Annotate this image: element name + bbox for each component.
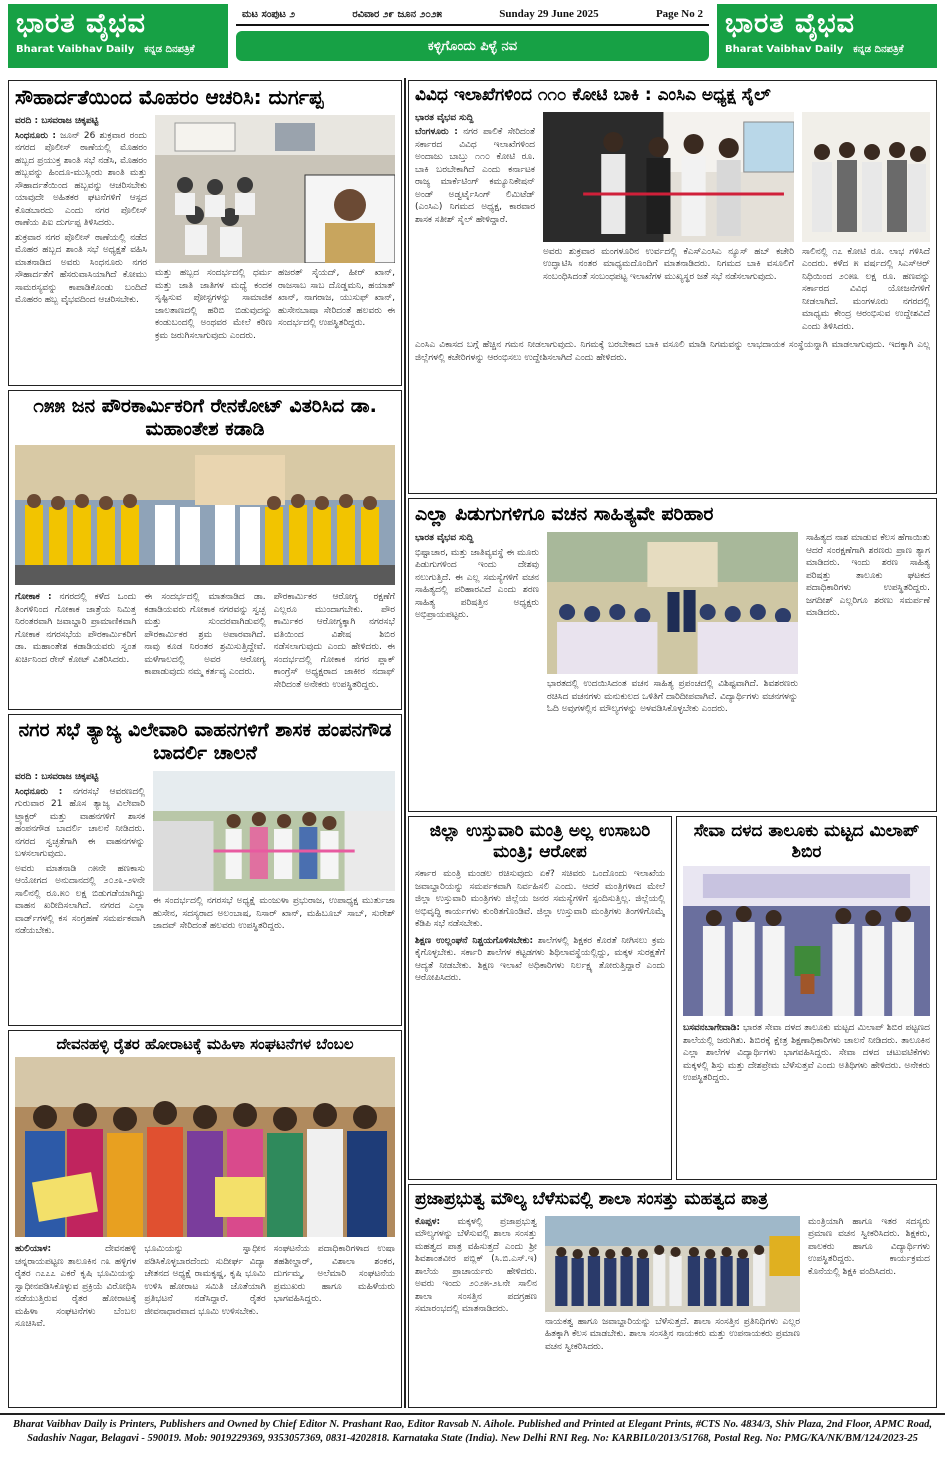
photo-officials-group xyxy=(802,112,930,242)
photo-school-students xyxy=(545,1216,800,1312)
newspaper-logo-left xyxy=(8,4,228,68)
brand-subtitle: ಕನ್ನಡ ದಿನಪತ್ರಿಕೆ xyxy=(853,44,904,55)
headline: ಎಲ್ಲಾ ಪಿಡುಗುಗಳಿಗೂ ವಚನ ಸಾಹಿತ್ಯವೇ ಪರಿಹಾರ xyxy=(415,503,714,525)
headline: ಜಿಲ್ಲಾ ಉಸ್ತುವಾರಿ ಮಂತ್ರಿ ಅಲ್ಲ ಉಸಾಬರಿ ಮಂತ್ರಿ; ಆರೋಪ xyxy=(429,821,651,862)
paragraph: ಹಜರತ್ ಸೈಯದ್, ಹೀರ್ ಖಾನ್, ರಾಜಸಾಬ ಸಾಬ ದೊಡ್ಡಮನಿ, ಹಯಾತ್ ಖಾನ್, ನಾಗರಾಜ, ಯುಸುಫ್ ಖಾನ್, ಹುಸೇನಬಾಷಾ ಸೇರಿದಂತೆ ಹಲವರು ಈ ಸಂದರ್ಭದಲ್ಲಿ ಉಪಸ್ಥಿತರಿದ್ದರು. xyxy=(278,268,395,329)
article-vachana xyxy=(408,498,937,812)
paragraph: ಸಾಹಿತ್ಯದ ನಾಶ ಮಾಡುವ ಕೆಲಸ ಹೆಗಾಯಿತು ಆದರೆ ಸಂರಕ್ಷಣೆಗಾಗಿ ಶರಣರು ಪ್ರಾಣ ತ್ಯಾಗ ಮಾಡಿದರು. ಇಂದು ಶರಣ ಸಾಹಿತ್ಯ ಪರಿಷತ್ತು ತಾಲೂಕು ಘಟಕದ ಪದಾಧಿಕಾರಿಗಳು ಉಪಸ್ಥಿತರಿದ್ದರು. ಜಗದೀಶ್ ಎಲ್ಲರಿಗೂ ಶರಣು ಸಮರ್ಪಣೆ ಮಾಡಿದರು. xyxy=(806,533,930,619)
article-moharam xyxy=(8,80,402,386)
paragraph: ಭಿಷ್ಟಾಚಾರ, ಮತ್ತು ಜಾತಿವ್ಯವಸ್ಥೆ ಈ ಮೂರು ಪಿಡುಗುಗಳಿಂದ ಇಂದು ದೇಶವು ನಲುಗುತ್ತಿದೆ. ಈ ಎಲ್ಲ ಸಮಸ್ಯೆಗಳಿಗೆ ವಚನ ಸಾಹಿತ್ಯದಲ್ಲಿ ಪರಿಹಾರವಿದೆ ಎಂದು ಶರಣ ಸಾಹಿತ್ಯ ಪರಿಷತ್ತಿನ ಅಧ್ಯಕ್ಷರು ಅಭಿಪ್ರಾಯಪಟ್ಟರು. xyxy=(415,547,539,621)
paragraph: ಈ ಸಂದರ್ಭದಲ್ಲಿ ನಗರಸಭೆ ಅಧ್ಯಕ್ಷೆ ಮಂಜುಳಾ ಪ್ರಭುರಾಜ, ಉಪಾಧ್ಯಕ್ಷ ಮುರ್ತುಜಾ ಹುಸೇನ, ಸದಸ್ಯರಾದ ಅಲಂಬಾಷ, ನಿಸಾರ್ ಖಾನ್, ಮಹಿಬೂಬ್ ಸಾಬ್, ಸುರೇಶ್ ಜಾದವ್ ಸೇರಿದಂತೆ ಹಲವರು ಉಪಸ್ಥಿತರಿದ್ದರು. xyxy=(153,896,395,932)
paragraph: ಅವರು ಶುಕ್ರವಾರ ಮಂಗಳೂರಿನ ಉರ್ವದಲ್ಲಿ ಕೆಎಸ್ಎಂಸಿಎ ನ್ಯೂಸ್ ಹಬ್ ಕಚೇರಿ ಉದ್ಘಾಟಿಸಿ ನಂತರ ಮಾಧ್ಯಮದೊಂದಿಗೆ ಮಾತನಾಡಿದರು. ನಿಗಮದ ಬಾಕಿ ವಸೂಲಿಗೆ ಸಂಬಂಧಿಸಿದಂತೆ ಸಂಬಂಧಪಟ್ಟ ಇಲಾಖೆಗಳ ಮುಖ್ಯಸ್ಥರ ಜತೆ ಸಭೆ ನಡೆಸಲಾಗುವುದು. xyxy=(543,246,794,282)
place: ಸಿಂಧನೂರು : xyxy=(15,130,56,141)
photo-seva-dal-event xyxy=(683,866,930,1016)
paragraph: ಮಂತ್ರಿಯಾಗಿ ಹಾಗೂ ಇತರ ಸದಸ್ಯರು ಪ್ರಮಾಣ ವಚನ ಸ್ವೀಕರಿಸಿದರು. ಶಿಕ್ಷಕರು, ಪಾಲಕರು ಹಾಗೂ ವಿದ್ಯಾರ್ಥಿಗಳು ಉಪಸ್ಥಿತರಿದ್ದರು. ಕಾರ್ಯಕ್ರಮದ ಕೊನೆಯಲ್ಲಿ ಶಿಕ್ಷಕಿ ವಂದಿಸಿದರು. xyxy=(808,1216,930,1277)
article-seva-dal xyxy=(676,816,937,1180)
issue-date-kn: ರವಿವಾರ ೨೯ ಜೂನ ೨೦೨೫ xyxy=(352,8,442,20)
dateline: ವರದಿ : ಬಸವರಾಜ ಚಿಕ್ಕಪಟ್ಟಿ xyxy=(15,772,99,783)
newspaper-logo-right xyxy=(717,4,937,68)
imprint-footer: Bharat Vaibhav Daily is Printers, Publishers and Owned by Chief Editor N. Prashant Rao, Editor Ravsab N. Aihole. Published and Printed at Elegant Prints, #CTS No. 4834/3, Shiv Plaza, 2nd Floor, APMC Road, Sadashiv Nagar, Belagavi - 590019. Mob: 9019229369, 9353057369, 0831-4202818. Karnataka State (India). New Delhi RNI Reg. No: KARBIL0/2013/51768, Postal Reg. No: PMG/KA/NK/BM/124/2023-25 xyxy=(0,1413,945,1461)
photo-women-protest xyxy=(15,1057,395,1237)
place: ಬೆಂಗಳೂರು : xyxy=(415,127,458,138)
dateline: ಭಾರತ ವೈಭವ ಸುದ್ದಿ xyxy=(415,533,474,544)
dateline: ವರದಿ : ಬಸವರಾಜ ಚಿಕ್ಕಪಟ್ಟಿ xyxy=(15,116,99,127)
place: ಗೋಕಾಕ : xyxy=(15,592,52,603)
article-mca-dues xyxy=(408,80,937,494)
paragraph: ಭಾರತದಲ್ಲಿ ಉದಯಿಸಿದಂತ ವಚನ ಸಾಹಿತ್ಯ ಪ್ರಪಂಚದಲ್ಲಿ ವಿಶಿಷ್ಟವಾಗಿದೆ. ಶಿವಶರಣರು ರಚಿಸಿದ ವಚನಗಳು ಮನುಕುಲದ ಒಳಿತಿಗೆ ದಾರಿದೀಪವಾಗಿವೆ. ವಿದ್ಯಾರ್ಥಿಗಳು ವಚನಗಳನ್ನು ಓದಿ ಅವುಗಳಲ್ಲಿನ ಮೌಲ್ಯಗಳನ್ನು ಅಳವಡಿಸಿಕೊಳ್ಳಬೇಕು ಎಂದರು. xyxy=(547,679,798,715)
paragraph: ಸರ್ಕಾರ ಮಂತ್ರಿ ಮಂಡಲ ರಚಿಸುವುದು ಏಕೆ? ಸಚಿವರು ಒಂದೊಂದು ಇಲಾಖೆಯ ಜವಾಬ್ದಾರಿಯನ್ನು ಸಮರ್ಪಕವಾಗಿ ನಿರ್ವಹಿಸಲಿ ಎಂದು. ಆದರೆ ಮಂತ್ರಿಗಳಾದ ಮೇಲೆ ಜಿಲ್ಲಾ ಉಸ್ತುವಾರಿ ಮಂತ್ರಿಗಳು ಜಿಲ್ಲೆಯ ಜನರ ಸಮಸ್ಯೆಗಳಿಗೆ ಸ್ಪಂದಿಸುತ್ತಿಲ್ಲ. ಜಿಲ್ಲೆಯಲ್ಲಿ ಅಭಿವೃದ್ಧಿ ಕಾರ್ಯಗಳು ಕುಂಠಿತಗೊಂಡಿವೆ. ಜಿಲ್ಲಾ ಉಸ್ತುವಾರಿ ಮಂತ್ರಿಗಳು ತಿಂಗಳಿಗೊಮ್ಮೆ ಕೆಡಿಪಿ ಸಭೆ ನಡೆಸಬೇಕು. xyxy=(415,869,665,930)
issue-info xyxy=(236,4,709,68)
tagline: ಕಳ್ಳಿಗೊಂದು ಪಿಳ್ಳೆ ನವ xyxy=(236,31,709,61)
issue-date-en: Sunday 29 June 2025 xyxy=(499,8,599,20)
article-waste-vehicles xyxy=(8,714,402,1026)
headline: ವಿವಿಧ ಇಲಾಖೆಗಳಿಂದ ೧೧೦ ಕೋಟಿ ಬಾಕಿ : ಎಂಸಿಎ ಅಧ್ಯಕ್ಷ ಸೈಲ್ xyxy=(415,85,771,105)
paragraph: ಜೂನ್ 26 ಶುಕ್ರವಾರ ರಂದು ನಗರದ ಪೊಲೀಸ್ ಠಾಣೆಯಲ್ಲಿ ಮೊಹರಂ ಹಬ್ಬದ ಪ್ರಯುಕ್ತ ಶಾಂತಿ ಸಭೆ ನಡೆಸಿ, ಮೊಹರಂ ಹಬ್ಬವನ್ನು ಹಿಂದೂ-ಮುಸ್ಲಿಂರು ಶಾಂತಿ ಮತ್ತು ಸೌಹಾರ್ದತೆಯಿಂದ ಹಬ್ಬವನ್ನು ಆಚರಿಸಬೇಕು ಯಾವುದೇ ಅಹಿತಕರ ಘಟನೆಗಳಿಗೆ ಆಸ್ಪದ ಕೊಡಬಾರದು ಎಂದು ನಗರ ಪೊಲೀಸ್ ಠಾಣೆಯ ಪಿಐ ದುರ್ಗಪ್ಪ ತಿಳಿಸಿದರು. xyxy=(15,130,147,229)
photo-vehicle-launch xyxy=(153,771,395,891)
article-school-parliament xyxy=(408,1184,937,1408)
bold-lead: ಶಿಕ್ಷಣ ಉಲ್ಲಂಘನೆ ನಿಶ್ಚಯಗೊಳಿಸಬೇಕು: xyxy=(415,935,534,946)
paragraph: ಭೂಮಿಯನ್ನು ಸ್ವಾಧೀನ ಪಡಿಸಿಕೊಳ್ಳಬಾರದೆಂದು ಸುದೀರ್ಘ ವಿದ್ಯಾ ಚೇತನದ ಅಧ್ಯಕ್ಷೆ ರಾಮಕೃಷ್ಣ, ಕೃಷಿ ಭೂಮಿ ಉಳಿಸಿ ಹೋರಾಟ ಸಮಿತಿ ಜೊತೆಯಾಗಿ ಪ್ರತಿಭಟನೆ ನಡೆಸಿದ್ದಾರೆ. ರೈತರ ಜೀವನಾಧಾರವಾದ ಭೂಮಿ ಉಳಿಸಬೇಕು. xyxy=(144,1244,266,1317)
paragraph: ಸಂಘಟನೆಯ ಪದಾಧಿಕಾರಿಗಳಾದ ಉಷಾ ತಹಶೀಲ್ದಾರ್, ವಿಶಾಲಾ ಶಂಕರ, ದುರ್ಗಮ್ಮ, ಅಲೆಮಾರಿ ಸಂಘಟನೆಯ ಪ್ರಮುಖರು ಹಾಗೂ ಮಹಿಳೆಯರು ಭಾಗವಹಿಸಿದ್ದರು. xyxy=(273,1244,395,1305)
brand-name-en: Bharat Vaibhav Daily xyxy=(16,44,135,55)
headline: ಪ್ರಜಾಪ್ರಭುತ್ವ ಮೌಲ್ಯ ಬೆಳೆಸುವಲ್ಲಿ ಶಾಲಾ ಸಂಸತ್ತು ಮಹತ್ವದ ಪಾತ್ರ xyxy=(415,1189,768,1209)
paragraph: ಸಾಲಿನಲ್ಲಿ ೧೭ ಕೋಟಿ ರೂ. ಲಾಭ ಗಳಿಸಿದೆ ಎಂದರು. ಕಳೆದ ೫ ವರ್ಷದಲ್ಲಿ ಸಿಎಸ್‌ಆರ್ ನಿಧಿಯಿಂದ ೨೦೫೩ ಲಕ್ಷ ರೂ. ಹಣವನ್ನು ಸರ್ಕಾರದ ವಿವಿಧ ಯೋಜನೆಗಳಿಗೆ ನೀಡಲಾಗಿದೆ. ಮಂಗಳೂರು ನಗರದಲ್ಲಿ ಮಾಧ್ಯಮ ಕೇಂದ್ರ ಆರಂಭಿಸುವ ಉದ್ದೇಶವಿದೆ ಎಂದು ತಿಳಿಸಿದರು. xyxy=(802,246,930,332)
photo-students-seminar xyxy=(547,532,798,674)
issue-volume: ಮಟ ಸಂಪುಟ ೨ xyxy=(242,8,296,20)
article-devanahalli xyxy=(8,1030,402,1408)
paragraph: ಭಾರತ ಸೇವಾ ದಳದ ತಾಲೂಕು ಮಟ್ಟದ ಮಿಲಾಪ್ ಶಿಬಿರ ಪಟ್ಟಣದ ಶಾಲೆಯಲ್ಲಿ ಜರುಗಿತು. ಶಿಬಿರಕ್ಕೆ ಕ್ಷೇತ್ರ ಶಿಕ್ಷಣಾಧಿಕಾರಿಗಳು ಚಾಲನೆ ನೀಡಿದರು. ತಾಲೂಕಿನ ಎಲ್ಲಾ ಶಾಲೆಗಳ ವಿದ್ಯಾರ್ಥಿಗಳು ಭಾಗವಹಿಸಿದ್ದರು. ಸೇವಾ ದಳದ ಚಟುವಟಿಕೆಗಳು ಮಕ್ಕಳಲ್ಲಿ ಶಿಸ್ತು ಮತ್ತು ದೇಶಪ್ರೇಮ ಬೆಳೆಸುತ್ತವೆ ಎಂದು ಅತಿಥಿಗಳು ಹೇಳಿದರು. ಅನೇಕರು ಉಪಸ್ಥಿತರಿದ್ದರು. xyxy=(683,1023,930,1084)
column-divider xyxy=(404,78,406,1408)
brand-name-kn: ಭಾರತ ವೈಭವ xyxy=(725,8,855,39)
article-district-minister xyxy=(408,816,672,1180)
headline: ಸೇವಾ ದಳದ ತಾಲೂಕು ಮಟ್ಟದ ಮಿಲಾಪ್ ಶಿಬಿರ xyxy=(693,821,920,862)
place: ಬಸವನಬಾಗೇವಾಡಿ: xyxy=(683,1023,741,1034)
photo-office-inauguration xyxy=(543,112,794,242)
paragraph: ನಾಯಕತ್ವ ಹಾಗೂ ಜವಾಬ್ದಾರಿಯನ್ನು ಬೆಳೆಸುತ್ತದೆ. ಶಾಲಾ ಸಂಸತ್ತಿನ ಪ್ರತಿನಿಧಿಗಳು ಎಲ್ಲರ ಹಿತಕ್ಕಾಗಿ ಕೆಲಸ ಮಾಡಬೇಕು. ಶಾಲಾ ಸಂಸತ್ತಿನ ನಾಯಕರು ಮತ್ತು ಉಪನಾಯಕರು ಪ್ರಮಾಣ ವಚನ ಸ್ವೀಕರಿಸಿದರು. xyxy=(545,1316,800,1352)
masthead xyxy=(8,4,937,72)
brand-subtitle: ಕನ್ನಡ ದಿನಪತ್ರಿಕೆ xyxy=(144,44,195,55)
paragraph: ನಗರಸಭೆ ಆವರಣದಲ್ಲಿ ಗುರುವಾರ 21 ಹೊಸ ತ್ಯಾಜ್ಯ ವಿಲೇವಾರಿ ಟ್ರ್ಯಾಕ್ಟರ್ ಮತ್ತು ವಾಹನಗಳಿಗೆ ಶಾಸಕ ಹಂಪನಗೌಡ ಬಾದರ್ಲಿ ಚಾಲನೆ ನೀಡಿದರು. ನಗರದ ಸ್ವಚ್ಛತೆಗಾಗಿ ಈ ವಾಹನಗಳನ್ನು ಬಳಸಲಾಗುವುದು. xyxy=(15,786,145,860)
paragraph: ನಗರದಲ್ಲಿ ಕಳೆದ ಒಂದು ತಿಂಗಳಿನಿಂದ ಗೋಕಾಕ ಜಾತ್ರೆಯ ನಿಮಿತ್ತ ನಿರಂತರವಾಗಿ ಜವಾಬ್ದಾರಿ ಪ್ರಾಮಾಣಿಕವಾಗಿ ಗೋಕಾಕ ನಗರಸಭೆಯ ಪೌರಕಾರ್ಮಿಕರಿಗೆ ಡಾ. ಮಹಾಂತೇಶ ಕಡಾಡಿಯವರು ಸ್ವಂತ ಖರ್ಚಿನಿಂದ ರೇನ್ ಕೋಟ್ ವಿತರಿಸಿದರು. xyxy=(15,592,137,665)
headline: ಸೌಹಾರ್ದತೆಯಿಂದ ಮೊಹರಂ ಆಚರಿಸಿ: ದುರ್ಗಪ್ಪ xyxy=(15,85,324,109)
paragraph: ಮತ್ತು ಹಬ್ಬದ ಸಂದರ್ಭದಲ್ಲಿ ಧರ್ಮ ಮತ್ತು ಜಾತಿ ಜಾತಿಗಳ ಮಧ್ಯೆ ಕಂದಕ ಸೃಷ್ಟಿಸುವ ಪೋಸ್ಟಗಳನ್ನು ಸಾಮಾಜಿಕ ಜಾಲತಾಣದಲ್ಲಿ ಹರಿಬಿ ಬಿಡುವುದನ್ನು ಕಂಡುಬಂದಲ್ಲಿ ಅಂಥವರ ಮೇಲೆ ಕಠಿಣ ಕ್ರಮ ಜರುಗಿಸಲಾಗುವುದು ಎಂದರು. xyxy=(155,268,272,341)
place: ಸಿಂಧನೂರು : xyxy=(15,786,63,797)
headline: ನಗರ ಸಭೆ ತ್ಯಾಜ್ಯ ವಿಲೇವಾರಿ ವಾಹನಗಳಿಗೆ ಶಾಸಕ ಹಂಪನಗೌಡ ಬಾದರ್ಲಿ ಚಾಲನೆ xyxy=(18,719,392,765)
paragraph: ಅವರು ಮಾತನಾಡಿ ೧೫ನೇ ಹಣಕಾಸು ಆಯೋಗದ ಅನುದಾನದಲ್ಲಿ ೨೦೨೩-೨೪ನೇ ಸಾಲಿನಲ್ಲಿ ರೂ.೫೦ ಲಕ್ಷ ಬಿಡುಗಡೆಯಾಗಿದ್ದು ವಾಹನ ಖರೀದಿಸಲಾಗಿದೆ. ನಗರದ ಎಲ್ಲಾ ವಾರ್ಡ್‌ಗಳಲ್ಲಿ ಕಸ ಸಂಗ್ರಹಣೆ ಸಮರ್ಪಕವಾಗಿ ನಡೆಯಬೇಕು. xyxy=(15,863,145,937)
article-raincoat xyxy=(8,390,402,710)
paragraph: ಎಂಸಿಎ ವಿಕಾಸದ ಬಗ್ಗೆ ಹೆಚ್ಚಿನ ಗಮನ ನೀಡಲಾಗುವುದು. ನಿಗಮಕ್ಕೆ ಬರಬೇಕಾದ ಬಾಕಿ ವಸೂಲಿ ಮಾಡಿ ನಿಗಮವನ್ನು ಲಾಭದಾಯಕ ಸಂಸ್ಥೆಯನ್ನಾಗಿ ಮಾಡಲಾಗುವುದು. ಇದಕ್ಕಾಗಿ ಎಲ್ಲ ಜಿಲ್ಲೆಗಳಲ್ಲಿ ಕಚೇರಿಗಳನ್ನು ಆರಂಭಿಸಲು ಉದ್ದೇಶಿಸಲಾಗಿದೆ ಎಂದು ಹೇಳಿದರು. xyxy=(415,340,930,363)
photo-peace-meeting xyxy=(155,115,395,263)
headline: ೧೫೫ ಜನ ಪೌರಕಾರ್ಮಿಕರಿಗೆ ರೇನಕೋಟ್ ವಿತರಿಸಿದ ಡಾ. ಮಹಾಂತೇಶ ಕಡಾಡಿ xyxy=(33,395,377,441)
headline: ದೇವನಹಳ್ಳಿ ರೈತರ ಹೋರಾಟಕ್ಕೆ ಮಹಿಳಾ ಸಂಘಟನೆಗಳ ಬೆಂಬಲ xyxy=(56,1035,354,1053)
paragraph: ಶಾಲೆಗಳಲ್ಲಿ ಶಿಕ್ಷಕರ ಕೊರತೆ ನೀಗಿಸಲು ಕ್ರಮ ಕೈಗೊಳ್ಳಬೇಕು. ಸರ್ಕಾರಿ ಶಾಲೆಗಳ ಕಟ್ಟಡಗಳು ಶಿಥಿಲಾವಸ್ಥೆಯಲ್ಲಿದ್ದು, ಮಕ್ಕಳ ಸುರಕ್ಷತೆಗೆ ಆದ್ಯತೆ ನೀಡಬೇಕು. ಶಿಕ್ಷಣ ಇಲಾಖೆ ಅಧಿಕಾರಿಗಳು ನಿರ್ಲಕ್ಷ್ಯ ತೋರುತ್ತಿದ್ದಾರೆ ಎಂದು ಆರೋಪಿಸಿದರು. xyxy=(415,935,665,984)
photo-workers-raincoats xyxy=(15,445,395,585)
brand-name-kn: ಭಾರತ ವೈಭವ xyxy=(16,8,146,39)
paragraph: ಶುಕ್ರವಾರ ನಗರ ಪೊಲೀಸ್ ಠಾಣೆಯಲ್ಲಿ ನಡೆದ ಮೊಹರ ಹಬ್ಬದ ಶಾಂತಿ ಸಭೆ ಅಧ್ಯಕ್ಷತೆ ವಹಿಸಿ ಮಾತನಾಡಿದ ಅವರು ಸಿಂಧನೂರು ನಗರ ಸೌಹಾರ್ದತೆಗೆ ಹೆಸರುವಾಸಿಯಾಗಿದೆ ಕೋಮು ಸಾಮರಸ್ಯವನ್ನು ಕಾಪಾಡಿಕೊಂಡು ಬಂದಿದೆ ಮೊಹರಂ ಹಬ್ಬ ವೈಭವದಿಂದ ಆಚರಿಸಬೇಕು. xyxy=(15,232,147,306)
page-number: Page No 2 xyxy=(655,8,703,20)
paragraph: ನಗರ ಪಾಲಿಕೆ ಸೇರಿದಂತೆ ಸರ್ಕಾರದ ವಿವಿಧ ಇಲಾಖೆಗಳಿಂದ ಅಂದಾಜು ಬಾಬ್ತು ೧೧೦ ಕೋಟಿ ರೂ. ಬಾಕಿ ಬರಬೇಕಾಗಿದೆ ಎಂದು ಕರ್ನಾಟಕ ರಾಜ್ಯ ಮಾರ್ಕೆಟಿಂಗ್ ಕಮ್ಯೂನಿಕೇಷನ್ ಅಂಡ್ ಅಡ್ವರ್ಟೈಸಿಂಗ್ ಲಿಮಿಟೆಡ್ (ಎಂಸಿಎ) ನಿಗಮದ ಅಧ್ಯಕ್ಷ, ಕಾರವಾರ ಶಾಸಕ ಸತೀಶ್ ಸೈಲ್ ಹೇಳಿದ್ದಾರೆ. xyxy=(415,127,535,225)
paragraph: ಮಕ್ಕಳಲ್ಲಿ ಪ್ರಜಾಪ್ರಭುತ್ವ ಮೌಲ್ಯಗಳನ್ನು ಬೆಳೆಸುವಲ್ಲಿ ಶಾಲಾ ಸಂಸತ್ತು ಮಹತ್ವದ ಪಾತ್ರ ವಹಿಸುತ್ತದೆ ಎಂದು ಶ್ರೀ ಶಿವಶಾಂತವೀರ ಪಬ್ಲಿಕ್ (ಸಿ.ಬಿ.ಎಸ್.ಇ) ಶಾಲೆಯ ಪ್ರಾಚಾರ್ಯರು ಹೇಳಿದರು. ಅವರು ಇಂದು ೨೦೨೫-೨೬ನೇ ಸಾಲಿನ ಶಾಲಾ ಸಂಸತ್ತಿನ ಪದಗ್ರಹಣ ಸಮಾರಂಭದಲ್ಲಿ ಮಾತನಾಡಿದರು. xyxy=(415,1216,537,1315)
paragraph: ಈ ಸಂದರ್ಭದಲ್ಲಿ ಮಾತನಾಡಿದ ಡಾ. ಕಡಾಡಿಯವರು ಗೋಕಾಕ ನಗರವನ್ನು ಸ್ವಚ್ಛ ಮತ್ತು ಸುಂದರವಾಗಿಡುವಲ್ಲಿ ಪೌರಕಾರ್ಮಿಕರ ಶ್ರಮ ಅಪಾರವಾಗಿದೆ. ನಾವು ಕೂಡ ನಿರಂತರ ಶ್ರಮಿಸುತ್ತಿದ್ದೇವೆ. ಮಳೆಗಾಲದಲ್ಲಿ ಅವರ ಆರೋಗ್ಯ ಕಾಪಾಡುವುದು ನಮ್ಮ ಕರ್ತವ್ಯ ಎಂದರು. xyxy=(144,592,266,678)
place: ಹುಲಿಯಾಳ: xyxy=(15,1244,52,1255)
brand-name-en: Bharat Vaibhav Daily xyxy=(725,44,844,55)
paragraph: ಪೌರಕಾರ್ಮಿಕರ ಆರೋಗ್ಯ ರಕ್ಷಣೆಗೆ ಎಲ್ಲರೂ ಮುಂದಾಗಬೇಕು. ಪೌರ ಕಾರ್ಮಿಕರ ಆರೋಗ್ಯಕ್ಕಾಗಿ ನಗರಸಭೆ ವತಿಯಿಂದ ವಿಶೇಷ ಶಿಬಿರ ನಡೆಸಲಾಗುವುದು ಎಂದು ಹೇಳಿದರು. ಈ ಸಂದರ್ಭದಲ್ಲಿ ಗೋಕಾಕ ನಗರ ಪ್ಲಾಕ್ ಕಾಂಗ್ರೆಸ್ ಅಧ್ಯಕ್ಷರಾದ ಜಾಕೀರ ನದಾಫ್ ಸೇರಿದಂತೆ ಅನೇಕರು ಉಪಸ್ಥಿತರಿದ್ದರು. xyxy=(273,592,395,690)
place: ಕೊಪ್ಪಳ: xyxy=(415,1216,441,1227)
dateline: ಭಾರತ ವೈಭವ ಸುದ್ದಿ xyxy=(415,112,474,123)
paragraph: ದೇವನಹಳ್ಳಿ ಚನ್ನರಾಯಪಟ್ಟಣ ತಾಲೂಕಿನ ೧೩ ಹಳ್ಳಿಗಳ ರೈತರ ೧೭೭೭ ಎಕರೆ ಕೃಷಿ ಭೂಮಿಯನ್ನು ಸ್ವಾಧೀನಪಡಿಸಿಕೊಳ್ಳುವ ಪ್ರಕ್ರಿಯೆ ವಿರೋಧಿಸಿ ನಡೆಯುತ್ತಿರುವ ರೈತರ ಹೋರಾಟಕ್ಕೆ ಮಹಿಳಾ ಸಂಘಟನೆಗಳು ಬೆಂಬಲ ಸೂಚಿಸಿವೆ. xyxy=(15,1244,137,1330)
